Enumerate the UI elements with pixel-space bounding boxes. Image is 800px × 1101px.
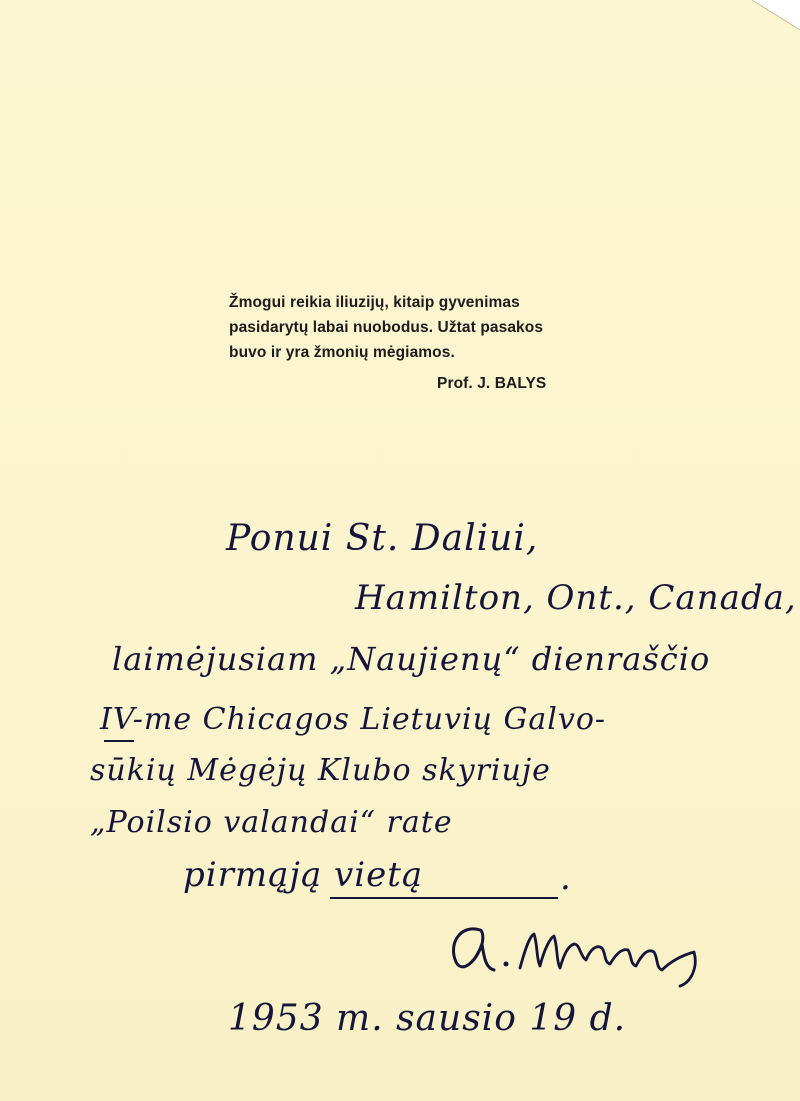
epigraph-line: buvo ir yra žmonių mėgiamos. <box>229 344 455 361</box>
place-underline <box>330 897 558 899</box>
roman-numeral-underline <box>104 740 134 742</box>
dedication-line-location: Hamilton, Ont., Canada, <box>355 578 797 618</box>
dedication-line-club: IV-me Chicagos Lietuvių Galvo- <box>100 702 607 737</box>
dedication-line-section: sūkių Mėgėjų Klubo skyriuje <box>90 753 551 788</box>
epigraph-author: Prof. J. BALYS <box>437 375 547 392</box>
epigraph-line: Žmogui reikia iliuzijų, kitaip gyvenimas <box>229 294 520 311</box>
dedication-line-addressee: Ponui St. Daliui, <box>226 518 539 559</box>
dedication-line-newspaper: laimėjusiam „Naujienų“ dienraščio <box>112 640 711 678</box>
epigraph-line: pasidarytų labai nuobodus. Užtat pasakos <box>229 319 544 336</box>
signature <box>440 910 710 990</box>
dedication-date: 1953 m. sausio 19 d. <box>228 998 627 1039</box>
dedication-line-column: „Poilsio valandai“ rate <box>90 805 453 840</box>
dedication-line-period: . <box>560 858 572 898</box>
dedication-line-place: pirmąją vietą <box>183 855 424 895</box>
